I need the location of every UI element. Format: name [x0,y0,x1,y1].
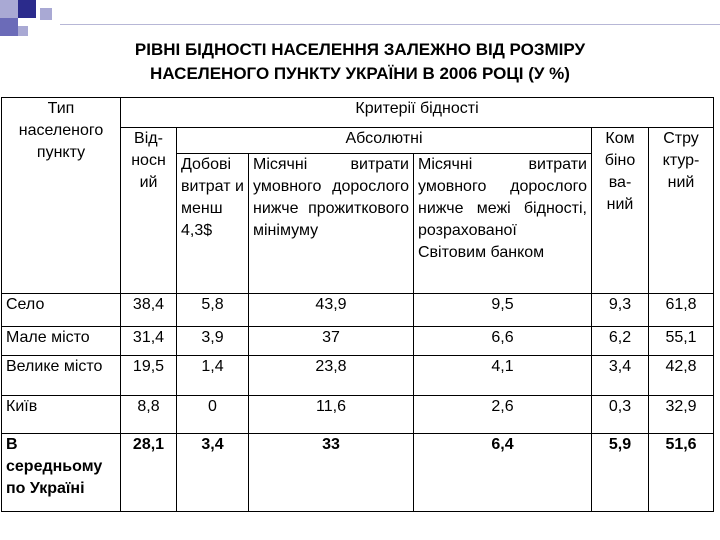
decor-square-2 [18,0,36,18]
cell-structural: 55,1 [649,327,714,356]
poverty-table [1,97,714,512]
table-row-total [2,434,714,512]
table-row [2,294,714,327]
cell-monthly-min: 37 [249,327,414,356]
cell-monthly-wb: 2,6 [414,396,592,434]
cell-combined: 5,9 [592,434,649,512]
cell-structural: 42,8 [649,356,714,396]
row-type: Село [2,294,121,327]
cell-monthly-min: 11,6 [249,396,414,434]
header-absolute: Абсолютні [177,128,592,154]
cell-daily: 3,4 [177,434,249,512]
page-title [0,38,720,86]
cell-combined: 0,3 [592,396,649,434]
cell-monthly-min: 23,8 [249,356,414,396]
decor-square-5 [18,26,28,36]
cell-monthly-wb: 9,5 [414,294,592,327]
cell-monthly-wb: 6,4 [414,434,592,512]
header-criteria: Критерії бідності [121,98,714,128]
cell-monthly-min: 33 [249,434,414,512]
decor-square-4 [0,18,18,36]
cell-structural: 61,8 [649,294,714,327]
header-monthly-min: Місячні витрати умовного дорослого нижче прожиткового мінімуму [249,154,414,294]
header-relative: Від-носн ий [121,128,177,294]
row-type: Мале місто [2,327,121,356]
cell-monthly-wb: 6,6 [414,327,592,356]
cell-combined: 9,3 [592,294,649,327]
cell-monthly-min: 43,9 [249,294,414,327]
header-settlement-type: Тип населеного пункту [2,98,121,294]
cell-relative: 8,8 [121,396,177,434]
cell-relative: 28,1 [121,434,177,512]
decor-line [60,24,720,25]
cell-combined: 3,4 [592,356,649,396]
header-daily: Добові витрат и менш 4,3$ [177,154,249,294]
decor-square-1 [0,0,18,18]
decor-square-3 [40,8,52,20]
row-type: В середньому по Україні [2,434,121,512]
cell-daily: 1,4 [177,356,249,396]
table-row [2,396,714,434]
cell-relative: 31,4 [121,327,177,356]
title-line-1: РІВНІ БІДНОСТІ НАСЕЛЕННЯ ЗАЛЕЖНО ВІД РОЗМІРУ [134,40,586,59]
header-combined: Ком біно ва-ний [592,128,649,294]
table-row [2,327,714,356]
header-monthly-wb: Місячні витрати умовного дорослого нижче межі бідності, розрахованої Світовим банком [414,154,592,294]
cell-monthly-wb: 4,1 [414,356,592,396]
row-type: Велике місто [2,356,121,396]
table-row [2,356,714,396]
cell-relative: 19,5 [121,356,177,396]
cell-structural: 51,6 [649,434,714,512]
cell-daily: 5,8 [177,294,249,327]
row-type: Київ [2,396,121,434]
cell-combined: 6,2 [592,327,649,356]
header-structural: Стру ктур-ний [649,128,714,294]
cell-structural: 32,9 [649,396,714,434]
cell-daily: 0 [177,396,249,434]
cell-relative: 38,4 [121,294,177,327]
title-line-2: НАСЕЛЕНОГО ПУНКТУ УКРАЇНИ В 2006 РОЦІ (У %) [150,64,570,83]
cell-daily: 3,9 [177,327,249,356]
